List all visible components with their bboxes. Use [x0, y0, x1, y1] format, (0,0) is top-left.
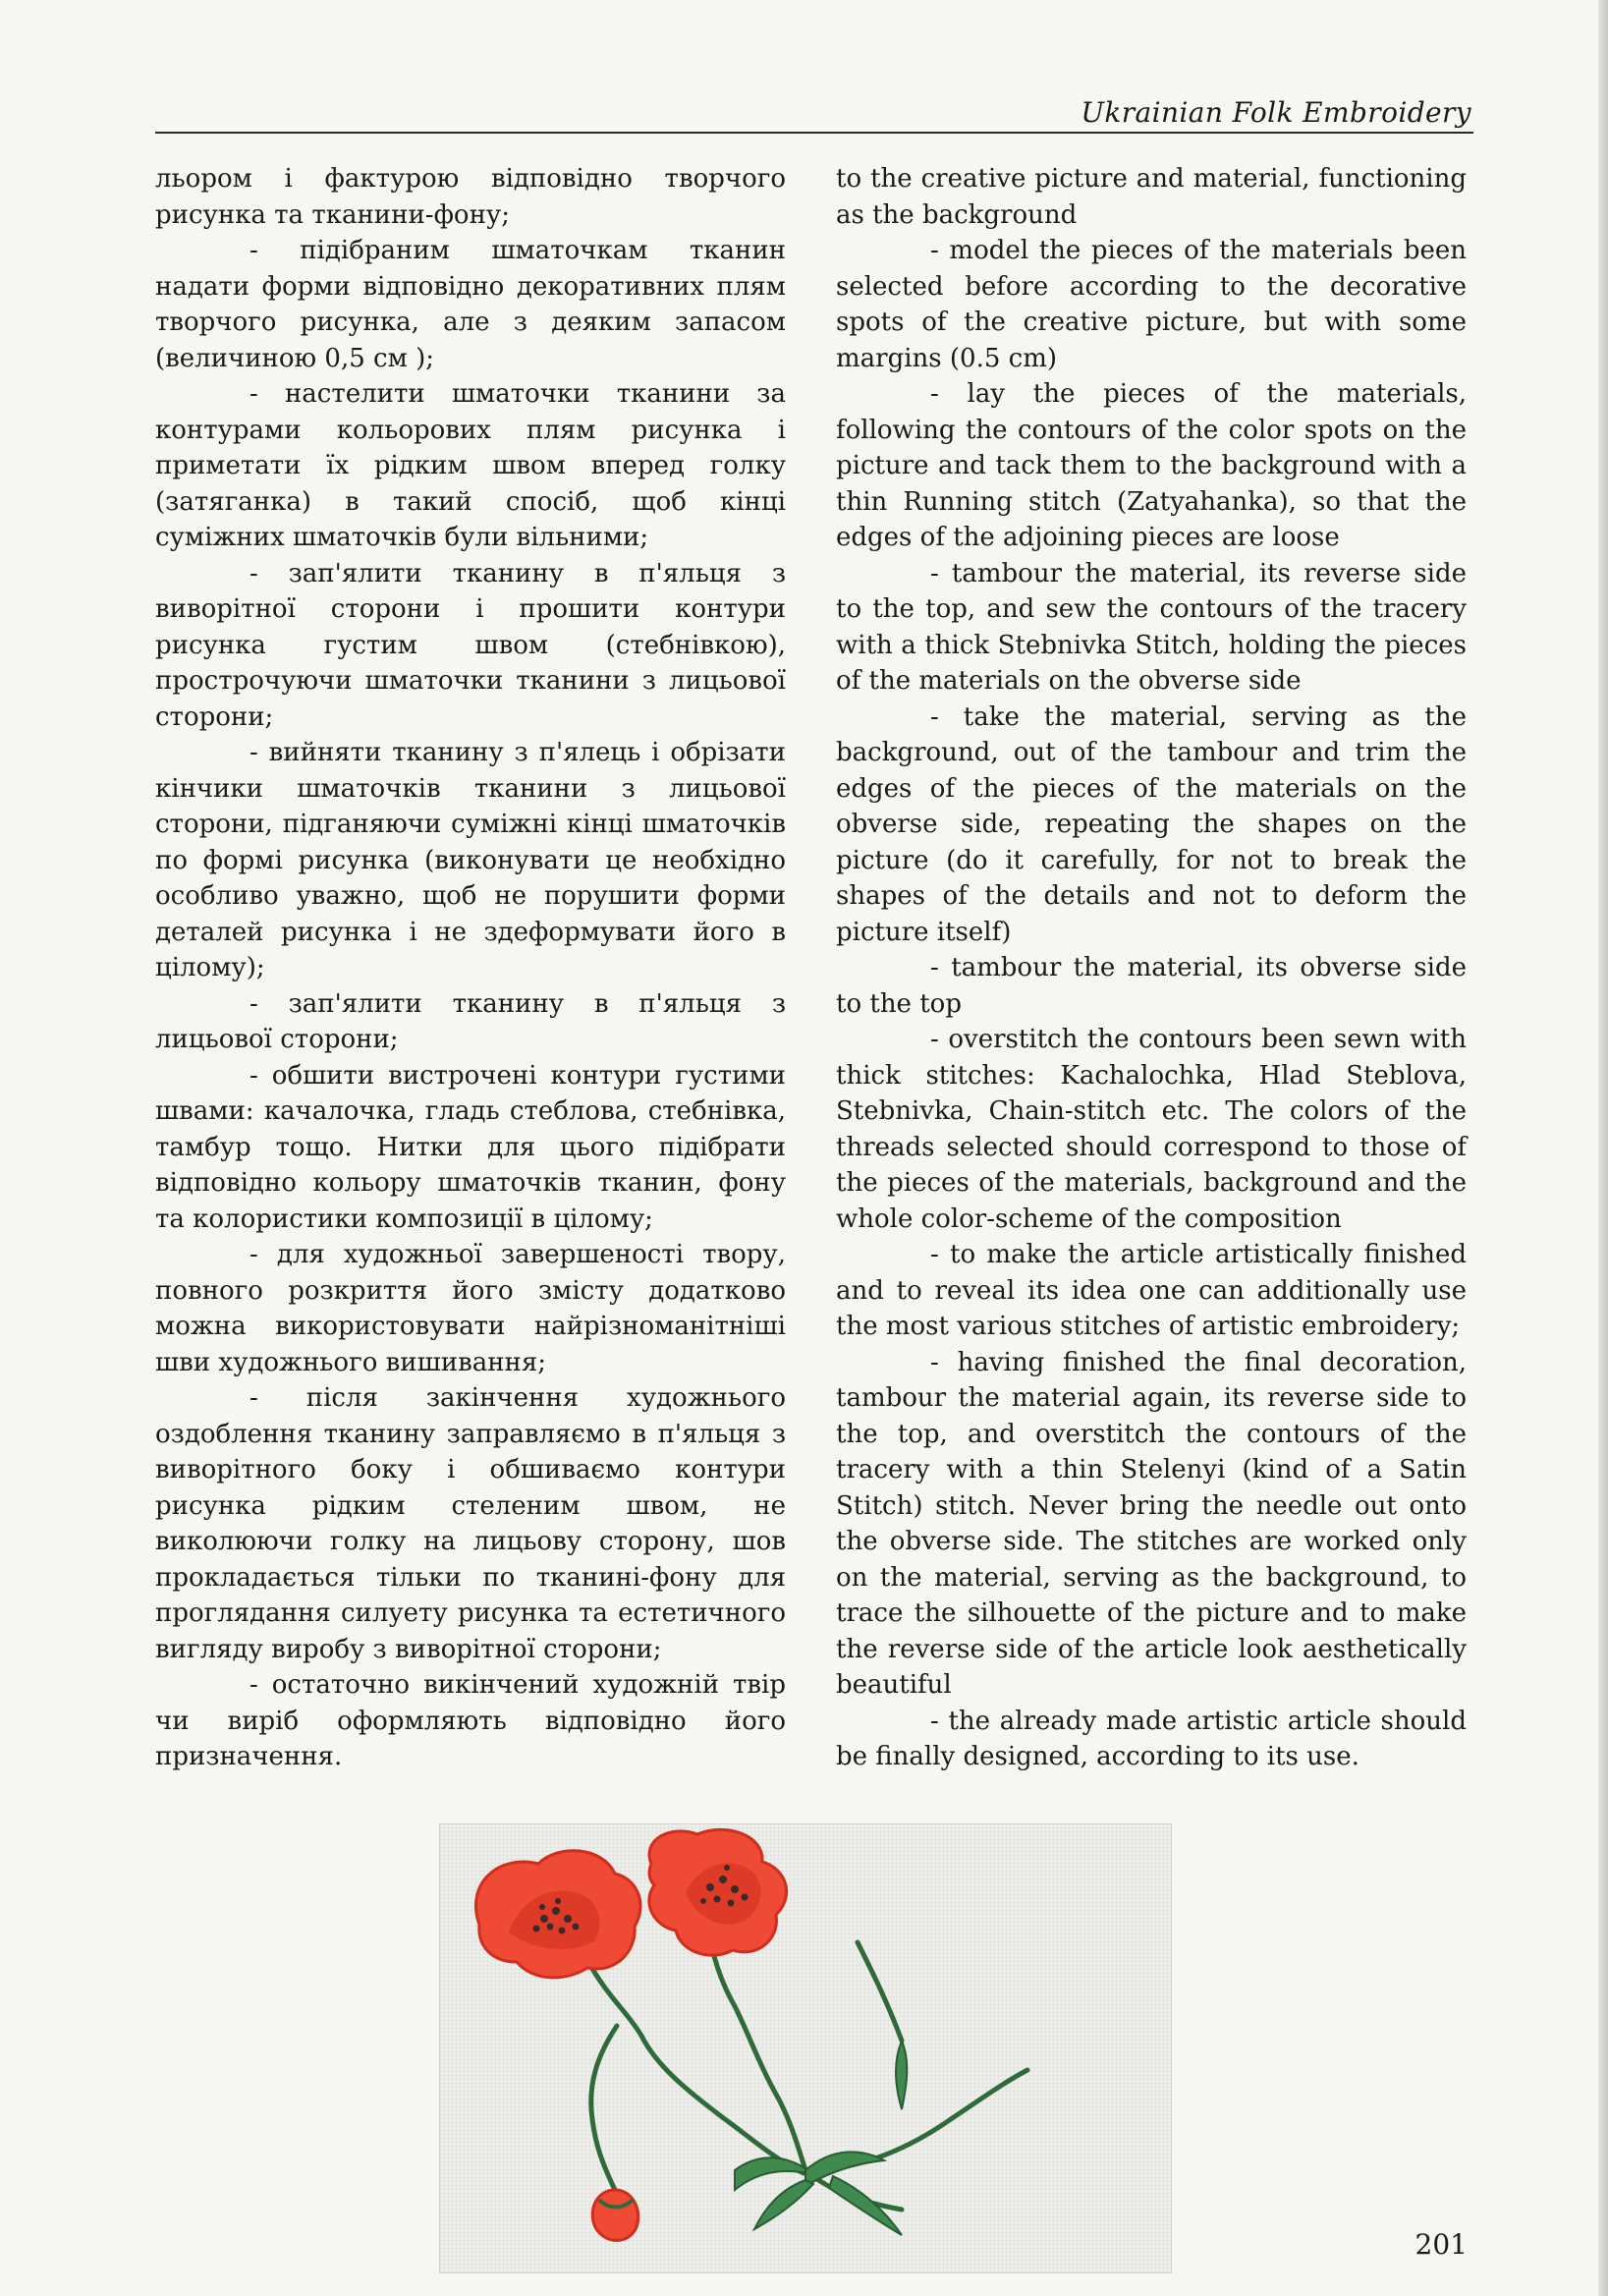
- paragraph: - having finished the final decoration, tambour the material again, its reverse side to the top, and overstitch the contours of the tracery with a thin Stelenyi (kind of a Satin Stitch) stitch. Never bring the needle out onto the obverse side. The stitches are worked only on the material, serving as the background, to trace the silhouette of the picture and to make the reverse side of the article look aesthetically beautiful: [836, 1347, 1467, 1700]
- paragraph: - підібраним шматочкам тканин надати форми відповідно декоративних плям творчого рисунка, але з деяким запасом (величиною 0,5 см );: [155, 236, 786, 373]
- poppy-illustration: [440, 1824, 1171, 2272]
- paragraph: - take the material, serving as the background, out of the tambour and trim the edges of the pieces of the materials on the obverse side, repeating the shapes on the picture (do it carefully, for not to break the shapes of the details and not to deform the picture itself): [836, 701, 1467, 947]
- left-column-ukrainian: [155, 161, 786, 1775]
- running-title: Ukrainian Folk Embroidery: [1081, 96, 1471, 129]
- paragraph: - tambour the material, its obverse side to the top: [836, 953, 1467, 1019]
- paragraph: - після закінчення художнього оздоблення тканину заправляємо в п'яльця з виворітного боку і обшиваємо контури рисунка рідким стеленим швом, не виколюючи голку на лицьову сторону, шов прокладається тільки по тканині-фону для проглядання силуету рисунка та естетичного вигляду виробу з виворітної сторони;: [155, 1383, 786, 1664]
- paragraph: - остаточно викінчений художній твір чи виріб оформляють відповідно його призначення.: [155, 1670, 786, 1771]
- paragraph: - зап'ялити тканину в п'яльця з виворітної сторони і прошити контури рисунка густим швом (стебнівкою), прострочуючи шматочки тканини з лицьової сторони;: [155, 558, 786, 732]
- paragraph: - настелити шматочки тканини за контурами кольорових плям рисунка і приметати їх рідким швом вперед голку (затяганка) в такий спосіб, щоб кінці суміжних шматочків були вільними;: [155, 379, 786, 552]
- paragraph: - зап'ялити тканину в п'яльця з лицьової сторони;: [155, 988, 786, 1054]
- paragraph: - model the pieces of the materials been selected before according to the decorative spots of the creative picture, but with some margins (0.5 cm): [836, 236, 1467, 373]
- poppy-flower-left: [475, 1851, 640, 1978]
- poppy-stems: [587, 1911, 1027, 2210]
- poppy-flower-right: [649, 1829, 787, 1955]
- poppy-embroidery-figure: [439, 1823, 1172, 2273]
- paragraph: - вийняти тканину з п'ялець і обрізати кінчики шматочків тканини з лицьової сторони, підганяючи суміжні кінці шматочків по формі рисунка (виконувати це необхідно особливо уважно, щоб не порушити форми деталей рисунка і не здеформувати його в цілому);: [155, 738, 786, 982]
- paragraph: - lay the pieces of the materials, following the contours of the color spots on the picture and tack them to the background with a thin Running stitch (Zatyahanka), so that the edges of the adjoining pieces are loose: [836, 379, 1467, 552]
- paragraph: - to make the article artistically finished and to reveal its idea one can additionally use the most various stitches of artistic embroidery;: [836, 1240, 1467, 1341]
- paragraph: - the already made artistic article should be finally designed, according to its use.: [836, 1706, 1467, 1771]
- poppy-bud: [592, 2190, 638, 2241]
- header-rule: [155, 132, 1473, 134]
- paragraph: - для художньої завершеності твору, повного розкриття його змісту додатково можна використовувати найрізноманітніші шви художнього вишивання;: [155, 1240, 786, 1377]
- paragraph: - tambour the material, its reverse side to the top, and sew the contours of the tracery with a thick Stebnivka Stitch, holding the pieces of the materials on the obverse side: [836, 558, 1467, 696]
- paragraph: - overstitch the contours been sewn with thick stitches: Kachalochka, Hlad Steblova, Stebnivka, Chain-stitch etc. The colors of the threads selected should correspond to those of the pieces of the materials, background and the whole color-scheme of the composition: [836, 1025, 1467, 1234]
- paragraph: - обшити вистрочені контури густими швами: качалочка, гладь стеблова, стебнівка, тамбур тощо. Нитки для цього підібрати відповідно кольору шматочків тканин, фону та колористики композиції в цілому;: [155, 1060, 786, 1234]
- paragraph: льором і фактурою відповідно творчого рисунка та тканини-фону;: [155, 164, 786, 230]
- right-column-english: [836, 161, 1467, 1775]
- page-number: 201: [1414, 2228, 1468, 2261]
- page-edge: [1598, 0, 1608, 2296]
- paragraph: to the creative picture and material, functioning as the background: [836, 164, 1467, 230]
